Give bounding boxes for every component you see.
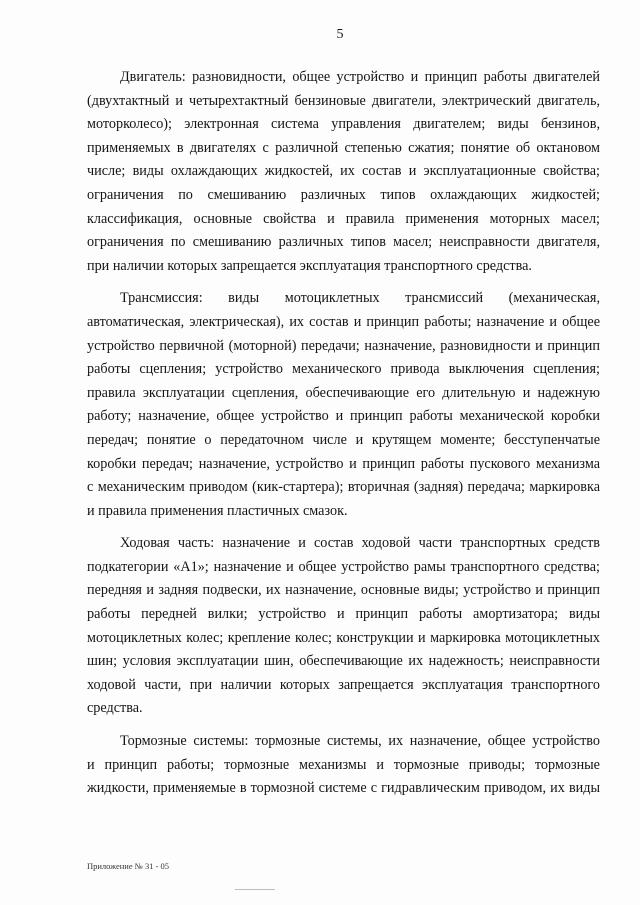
text-line: правила эксплуатации сцепления, обеспечивающие его длительную и надежную [87, 384, 600, 401]
text-line: (двухтактный и четырехтактный бензиновые двигатели, электрический двигатель, [87, 92, 600, 109]
text-line: работу; назначение, общее устройство и принцип работы механической коробки [87, 408, 600, 425]
text-line: ограничения по смешиванию различных типов охлаждающих жидкостей; [87, 186, 600, 203]
page-number: 5 [336, 27, 344, 42]
text-line: работы передней вилки; устройство и принцип работы амортизатора; виды [87, 606, 600, 623]
text-line: передач; понятие о передаточном числе и крутящем моменте; бесступенчатые [87, 431, 600, 448]
paragraph-transmission [87, 287, 600, 523]
text-line: работы сцепления; устройство механического привода выключения сцепления; [87, 361, 600, 378]
text-line: шин; условия эксплуатации шин, обеспечивающие их надежность; неисправности [87, 653, 600, 670]
text-line: числе; виды охлаждающих жидкостей, их состав и эксплуатационные свойства; [87, 163, 600, 180]
text-line: ограничения по смешиванию различных типов масел; неисправности двигателя, [87, 234, 600, 251]
text-line: классификация, основные свойства и правила применения моторных масел; [87, 210, 600, 227]
text-line: при наличии которых запрещается эксплуатация транспортного средства. [87, 257, 532, 274]
footer-appendix-label: Приложение № 31 - 05 [87, 861, 170, 871]
text-line: с механическим приводом (кик-стартера); вторичная (задняя) передача; маркировка [87, 479, 600, 496]
text-line: средства. [87, 700, 143, 717]
paragraph-chassis [87, 532, 600, 721]
text-line: устройство первичной (моторной) передачи; назначение, разновидности и принцип [87, 337, 600, 354]
text-line: ходовой части, при наличии которых запрещается эксплуатация транспортного [87, 676, 600, 693]
text-line: Двигатель: разновидности, общее устройство и принцип работы двигателей [120, 69, 600, 85]
scan-divider [235, 889, 275, 890]
text-line: жидкости, применяемые в тормозной системе с гидравлическим приводом, их виды [87, 780, 600, 797]
text-line: и правила применения пластичных смазок. [87, 502, 348, 519]
text-line: применяемых в двигателях с различной степенью сжатия; понятие об октановом [87, 139, 600, 156]
text-line: Тормозные системы: тормозные системы, их назначение, общее устройство [120, 733, 600, 750]
text-line: Трансмиссия: виды мотоциклетных трансмиссий (механическая, [120, 290, 600, 307]
paragraph-brakes [87, 730, 600, 801]
text-line: передняя и задняя подвески, их назначение, основные виды; устройство и принцип [87, 582, 600, 599]
text-line: подкатегории «А1»; назначение и общее устройство рамы транспортного средства; [87, 558, 600, 575]
text-line: мотоциклетных колес; крепление колес; конструкции и маркировка мотоциклетных [87, 629, 600, 646]
document-body [87, 66, 600, 801]
paragraph-engine [87, 66, 600, 278]
text-line: моторколесо); электронная система управления двигателем; виды бензинов, [87, 116, 600, 133]
text-line: и принцип работы; тормозные механизмы и тормозные приводы; тормозные [87, 756, 600, 773]
text-line: коробки передач; назначение, устройство и принцип работы пускового механизма [87, 455, 600, 472]
text-line: Ходовая часть: назначение и состав ходовой части транспортных средств [120, 535, 600, 552]
text-line: автоматическая, электрическая), их состав и принцип работы; назначение и общее [87, 313, 600, 330]
